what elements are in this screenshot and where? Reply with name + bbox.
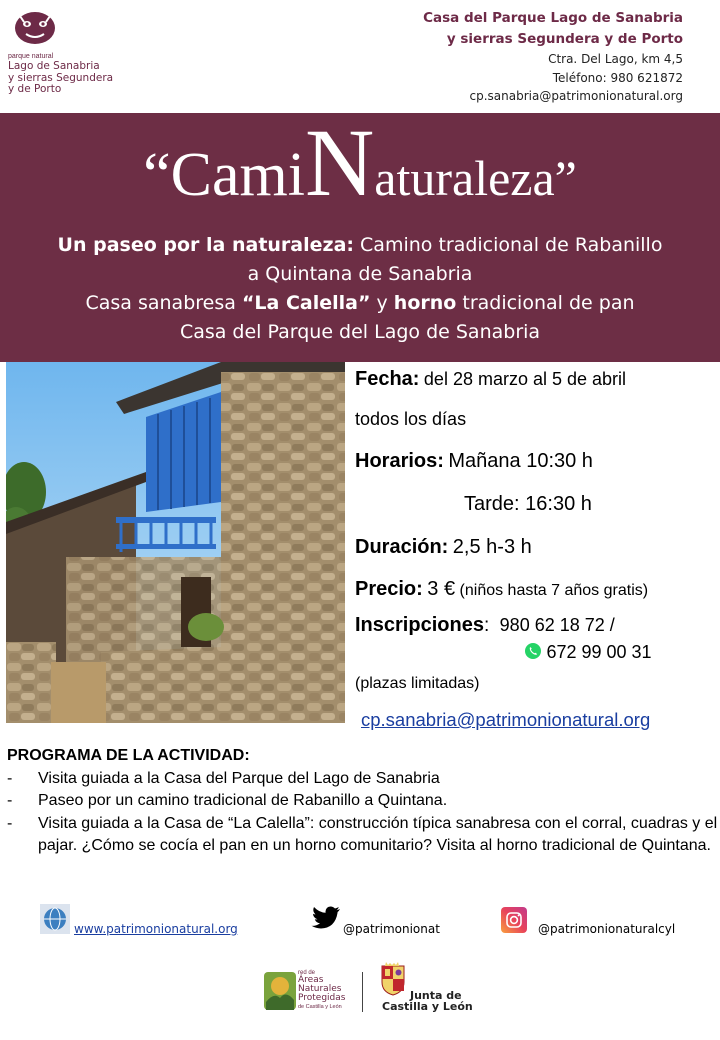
title-big-letter: N — [304, 109, 375, 216]
contact-phone: Teléfono: 980 621872 — [552, 70, 683, 85]
subtitle-line — [0, 289, 720, 318]
junta-logo — [380, 962, 406, 1001]
subtitle-text: Casa sanabresa — [85, 292, 242, 314]
junta-text-2: Castilla y León — [382, 1000, 473, 1013]
title-part: “Cami — [143, 141, 305, 209]
inscripciones-label: Inscripciones — [355, 614, 484, 636]
list-item-text: Visita guiada a la Casa del Parque del Lago de Sanabria — [38, 769, 440, 787]
contact-title-line: Casa del Parque Lago de Sanabria — [423, 10, 683, 26]
house-photo — [6, 362, 345, 723]
website-link[interactable]: www.patrimonionatural.org — [74, 922, 238, 936]
whatsapp-icon — [524, 642, 542, 660]
duracion-value: 2,5 h-3 h — [452, 536, 532, 558]
logo-divider — [362, 972, 363, 1012]
contact-title-line: y sierras Segundera y de Porto — [446, 31, 683, 47]
logo-name-line: y sierras Segundera — [8, 71, 114, 84]
globe-icon — [40, 904, 70, 934]
areas-line: Áreas — [298, 975, 324, 985]
horarios-tarde: Tarde: 16:30 h — [464, 493, 592, 515]
programa-heading: PROGRAMA DE LA ACTIVIDAD: — [7, 747, 250, 764]
areas-line: Protegidas — [298, 993, 346, 1003]
fecha-row — [355, 368, 626, 391]
horarios-manana: Mañana 10:30 h — [448, 450, 593, 472]
junta-shield-icon — [380, 962, 406, 996]
phone-1[interactable]: 980 62 18 72 / — [499, 615, 615, 635]
event-subtitle — [0, 231, 720, 347]
email-link[interactable]: cp.sanabria@patrimonionatural.org — [361, 709, 651, 730]
instagram-icon — [501, 907, 527, 938]
duracion-label: Duración: — [355, 536, 449, 558]
title-part: aturaleza” — [374, 150, 577, 206]
list-item: - Visita guiada a la Casa del Parque del Lago de Sanabria — [7, 769, 440, 787]
areas-naturales-emblem-icon — [264, 972, 296, 1010]
horarios-row — [355, 450, 593, 473]
areas-title — [298, 976, 345, 1003]
precio-row — [355, 578, 648, 601]
horarios-label: Horarios: — [355, 450, 444, 472]
twitter-icon — [311, 906, 341, 935]
list-item-text: Visita guiada a la Casa de “La Calella”: construcción típica sanabresa con el corral, cuadras y el pajar. ¿Cómo se cocía el pan en un horno comunitario? Visita al horno tradicional de Quintana. — [38, 814, 718, 854]
junta-text-1: Junta de — [410, 989, 462, 1002]
park-logo — [8, 10, 120, 96]
contact-block — [423, 8, 683, 106]
fecha-value: del 28 marzo al 5 de abril — [423, 369, 627, 389]
areas-line: Naturales — [298, 984, 342, 994]
logo-name-line: Lago de Sanabria — [8, 60, 100, 72]
areas-naturales-logo — [262, 970, 362, 1014]
house-photo-illustration — [6, 362, 345, 723]
plazas-note: (plazas limitadas) — [355, 675, 480, 692]
subtitle-text: Camino tradicional de Rabanillo — [354, 234, 663, 256]
inscripciones-colon: : — [483, 615, 490, 636]
logo-name-line: y de Porto — [8, 83, 62, 95]
subtitle-text: y — [370, 292, 394, 314]
programa-section — [7, 745, 719, 858]
list-item: - Paseo por un camino tradicional de Rabanillo a Quintana. — [7, 792, 448, 809]
list-item: - Visita guiada a la Casa de “La Calella”: construcción típica sanabresa con el corral, cuadras y el pajar. ¿Cómo se cocía el pan en un horno comunitario? Visita al horno tradicional de Quintana. — [7, 814, 718, 854]
phone-2-row — [524, 642, 652, 663]
precio-value: 3 € — [427, 578, 456, 600]
title-banner — [0, 109, 720, 362]
fecha-extra: todos los días — [355, 409, 467, 429]
phone-2[interactable]: 672 99 00 31 — [546, 642, 652, 662]
subtitle-line: Casa del Parque del Lago de Sanabria — [179, 321, 541, 343]
subtitle-bold: Un paseo por la naturaleza: — [57, 234, 354, 256]
areas-small: red de — [298, 970, 316, 976]
subtitle-bold: “La Calella” — [241, 292, 371, 314]
park-logo-icon — [12, 10, 58, 46]
instagram-handle[interactable]: @patrimonionaturalcyl — [538, 922, 676, 936]
contact-address: Ctra. Del Lago, km 4,5 — [548, 52, 683, 66]
subtitle-text: tradicional de pan — [456, 292, 635, 314]
precio-note: (niños hasta 7 años gratis) — [459, 582, 649, 599]
fecha-label: Fecha: — [355, 368, 420, 390]
subtitle-line — [0, 231, 720, 260]
subtitle-bold: horno — [393, 292, 457, 314]
duracion-row — [355, 536, 532, 559]
contact-email[interactable]: cp.sanabria@patrimonionatural.org — [469, 89, 683, 103]
event-title — [0, 109, 720, 216]
inscripciones-row — [355, 614, 615, 637]
logo-small-text: parque natural — [8, 53, 54, 60]
twitter-handle[interactable]: @patrimonionat — [343, 922, 440, 936]
precio-label: Precio: — [355, 578, 423, 600]
programa-list — [7, 768, 719, 858]
areas-region: de Castilla y León — [298, 1004, 342, 1010]
subtitle-line: a Quintana de Sanabria — [247, 263, 473, 285]
list-item-text: Paseo por un camino tradicional de Rabanillo a Quintana. — [38, 792, 448, 809]
